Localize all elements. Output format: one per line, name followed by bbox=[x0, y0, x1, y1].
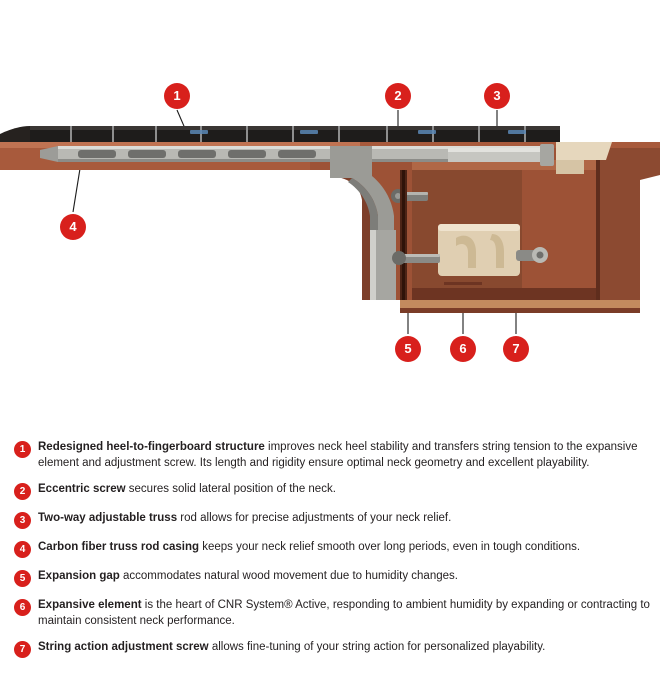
list-item bbox=[14, 598, 658, 629]
legend-text-3 bbox=[38, 511, 451, 527]
callout-badge-7: 7 bbox=[503, 336, 529, 362]
legend-body-5: accommodates natural wood movement due to humidity changes. bbox=[119, 570, 458, 582]
legend-text-5 bbox=[38, 569, 458, 585]
callout-badge-2: 2 bbox=[385, 83, 411, 109]
legend-number-2: 2 bbox=[14, 483, 31, 500]
list-item bbox=[14, 540, 658, 558]
callout-badge-1: 1 bbox=[164, 83, 190, 109]
list-item bbox=[14, 569, 658, 587]
legend-bold-5: Expansion gap bbox=[38, 570, 120, 582]
callout-badge-3: 3 bbox=[484, 83, 510, 109]
legend-text-4 bbox=[38, 540, 580, 556]
legend-text-7 bbox=[38, 640, 545, 656]
legend-body-6: is the heart of CNR System® Active, responding to ambient humidity by expanding or contracting to maintain consistent neck performance. bbox=[38, 599, 650, 627]
legend-number-4: 4 bbox=[14, 541, 31, 558]
legend-bold-2: Eccentric screw bbox=[38, 483, 126, 495]
legend-bold-3: Two-way adjustable truss bbox=[38, 512, 178, 524]
callout-badge-6: 6 bbox=[450, 336, 476, 362]
fretboard bbox=[0, 126, 560, 142]
legend-bold-6: Expansive element bbox=[38, 599, 142, 611]
expansion-gap bbox=[400, 170, 407, 300]
legend-bold-7: String action adjustment screw bbox=[38, 641, 209, 653]
legend-text-1 bbox=[38, 440, 658, 471]
list-item bbox=[14, 482, 658, 500]
legend-body-2: secures solid lateral position of the neck. bbox=[125, 483, 336, 495]
callout-badge-4: 4 bbox=[60, 214, 86, 240]
legend-text-6 bbox=[38, 598, 658, 629]
legend-bold-1: Redesigned heel-to-fingerboard structure bbox=[38, 441, 265, 453]
list-item bbox=[14, 511, 658, 529]
list-item bbox=[14, 440, 658, 471]
legend-number-6: 6 bbox=[14, 599, 31, 616]
legend-body-4: keeps your neck relief smooth over long periods, even in tough conditions. bbox=[199, 541, 581, 553]
legend-number-3: 3 bbox=[14, 512, 31, 529]
legend-body-1: improves neck heel stability and transfers string tension to the expansive element and adjustment screw. Its length and rigidity ensure optimal neck geometry and excellent playability. bbox=[38, 441, 638, 469]
legend-number-1: 1 bbox=[14, 441, 31, 458]
legend-list bbox=[0, 440, 672, 669]
list-item bbox=[14, 640, 658, 658]
legend-body-7: allows fine-tuning of your string action for personalized playability. bbox=[208, 641, 546, 653]
legend-bold-4: Carbon fiber truss rod casing bbox=[38, 541, 200, 553]
callout-badge-5: 5 bbox=[395, 336, 421, 362]
legend-body-3: rod allows for precise adjustments of your neck relief. bbox=[177, 512, 452, 524]
legend-number-7: 7 bbox=[14, 641, 31, 658]
legend-number-5: 5 bbox=[14, 570, 31, 587]
legend-text-2 bbox=[38, 482, 336, 498]
